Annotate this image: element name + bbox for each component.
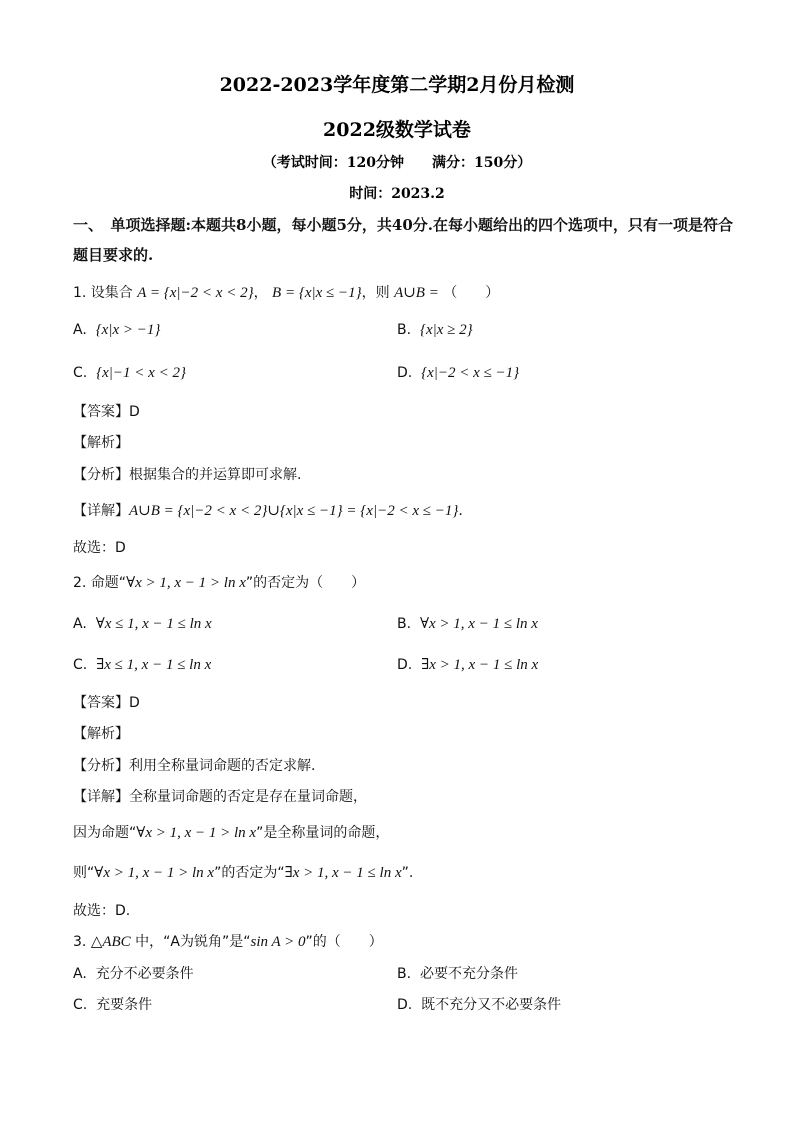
page-subtitle: 2022级数学试卷	[323, 119, 471, 141]
q1-expr: A∪B =	[394, 285, 439, 301]
q3-option-b	[397, 963, 518, 983]
q1-option-a	[73, 322, 160, 339]
option-label: A.	[73, 616, 87, 632]
q3-math2: sin A > 0	[250, 934, 306, 950]
q3-math1: △ABC	[90, 934, 131, 950]
q2-math: ∀x > 1, x − 1 > ln x	[126, 575, 246, 591]
q1-comma: ，	[253, 285, 268, 301]
option-value: 既不充分又不必要条件	[421, 997, 562, 1013]
q2-conclusion: 故选：D.	[73, 903, 131, 919]
q2-answer: 【答案】D	[73, 695, 140, 711]
option-value: 必要不充分条件	[419, 966, 518, 982]
line-suffix: ”.	[401, 865, 414, 881]
q1-set-b: B = {x|x ≤ −1}	[272, 285, 362, 301]
q1-set-a: A = {x|−2 < x < 2}	[137, 285, 254, 301]
q3-option-a	[73, 963, 194, 983]
q1-option-c	[73, 365, 186, 382]
option-label: C.	[73, 997, 88, 1013]
option-label: C.	[73, 657, 88, 673]
option-label: A.	[73, 966, 87, 982]
q3-option-c	[73, 994, 152, 1014]
q3-mid: 中，“A为锐角”是“	[130, 934, 251, 950]
detail-math: A∪B = {x|−2 < x < 2}∪{x|x ≤ −1} = {x|−2 < x ≤ −1}	[129, 503, 459, 519]
exam-info: （考试时间：120分钟 满分：150分）	[262, 155, 532, 171]
option-label: B.	[397, 322, 412, 338]
line-math: ∀x > 1, x − 1 > ln x	[136, 825, 257, 841]
line-mid: ”的否定为“	[214, 865, 285, 881]
q1-option-b	[397, 322, 473, 339]
q2-option-a	[73, 614, 212, 633]
q2-detail: 【详解】全称量词命题的否定是存在量词命题，	[73, 789, 367, 805]
q2-analysis: 【分析】利用全称量词命题的否定求解.	[73, 758, 316, 774]
option-label: C.	[73, 365, 88, 381]
option-value: ∀x ≤ 1, x − 1 ≤ ln x	[95, 616, 212, 632]
option-value: ∃x ≤ 1, x − 1 ≤ ln x	[96, 657, 212, 673]
option-label: D.	[397, 365, 413, 381]
page-title: 2022-2023学年度第二学期2月份月检测	[219, 74, 575, 96]
q1-paren: （ ）	[443, 285, 500, 301]
line-math: ∃x > 1, x − 1 ≤ ln x	[284, 865, 402, 881]
section-heading: 一、 单项选择题:本题共8小题，每小题5分，共40分.在每小题给出的四个选项中，只有一项是符合题目要求的.	[73, 216, 734, 264]
q2-option-b	[397, 614, 538, 633]
q2-detail-line3	[73, 862, 413, 882]
question-2-stem	[73, 572, 365, 592]
q1-answer: 【答案】D	[73, 404, 140, 420]
q2-prefix: 2. 命题“	[73, 575, 127, 591]
q1-conclusion: 故选：D	[73, 540, 126, 556]
q3-suffix: ”的（ ）	[305, 934, 383, 950]
line-prefix: 因为命题“	[73, 825, 137, 841]
exam-date: 时间：2023.2	[349, 186, 445, 202]
question-3-stem	[73, 931, 383, 951]
line-suffix: ”是全称量词的命题，	[256, 825, 390, 841]
option-value: {x|−1 < x < 2}	[96, 365, 186, 381]
q2-option-c	[73, 655, 211, 674]
option-label: D.	[397, 657, 413, 673]
option-value: ∃x > 1, x − 1 ≤ ln x	[421, 657, 539, 673]
option-value: {x|x > −1}	[95, 322, 161, 338]
option-label: B.	[397, 966, 412, 982]
q1-analysis: 【分析】根据集合的并运算即可求解.	[73, 467, 302, 483]
option-label: A.	[73, 322, 87, 338]
detail-end: .	[458, 503, 463, 519]
option-label: D.	[397, 997, 413, 1013]
q2-detail-line2	[73, 822, 389, 842]
option-label: B.	[397, 616, 412, 632]
question-1-stem	[73, 282, 499, 302]
detail-label: 【详解】	[73, 503, 129, 519]
line-math: ∀x > 1, x − 1 > ln x	[94, 865, 215, 881]
q2-analysis-label: 【解析】	[73, 726, 129, 742]
q1-detail	[73, 500, 463, 520]
q3-option-d	[397, 994, 561, 1014]
q2-suffix: ”的否定为（ ）	[245, 575, 366, 591]
q1-option-d	[397, 365, 519, 382]
q3-prefix: 3.	[73, 934, 91, 950]
option-value: 充要条件	[96, 997, 153, 1013]
q1-suffix: ，则	[361, 285, 390, 301]
q2-option-d	[397, 655, 538, 674]
q1-analysis-label: 【解析】	[73, 435, 129, 451]
option-value: 充分不必要条件	[95, 966, 194, 982]
option-value: {x|−2 < x ≤ −1}	[421, 365, 520, 381]
option-value: ∀x > 1, x − 1 ≤ ln x	[419, 616, 538, 632]
q1-prefix: 1. 设集合	[73, 285, 133, 301]
option-value: {x|x ≥ 2}	[419, 322, 473, 338]
line-prefix: 则“	[73, 865, 95, 881]
